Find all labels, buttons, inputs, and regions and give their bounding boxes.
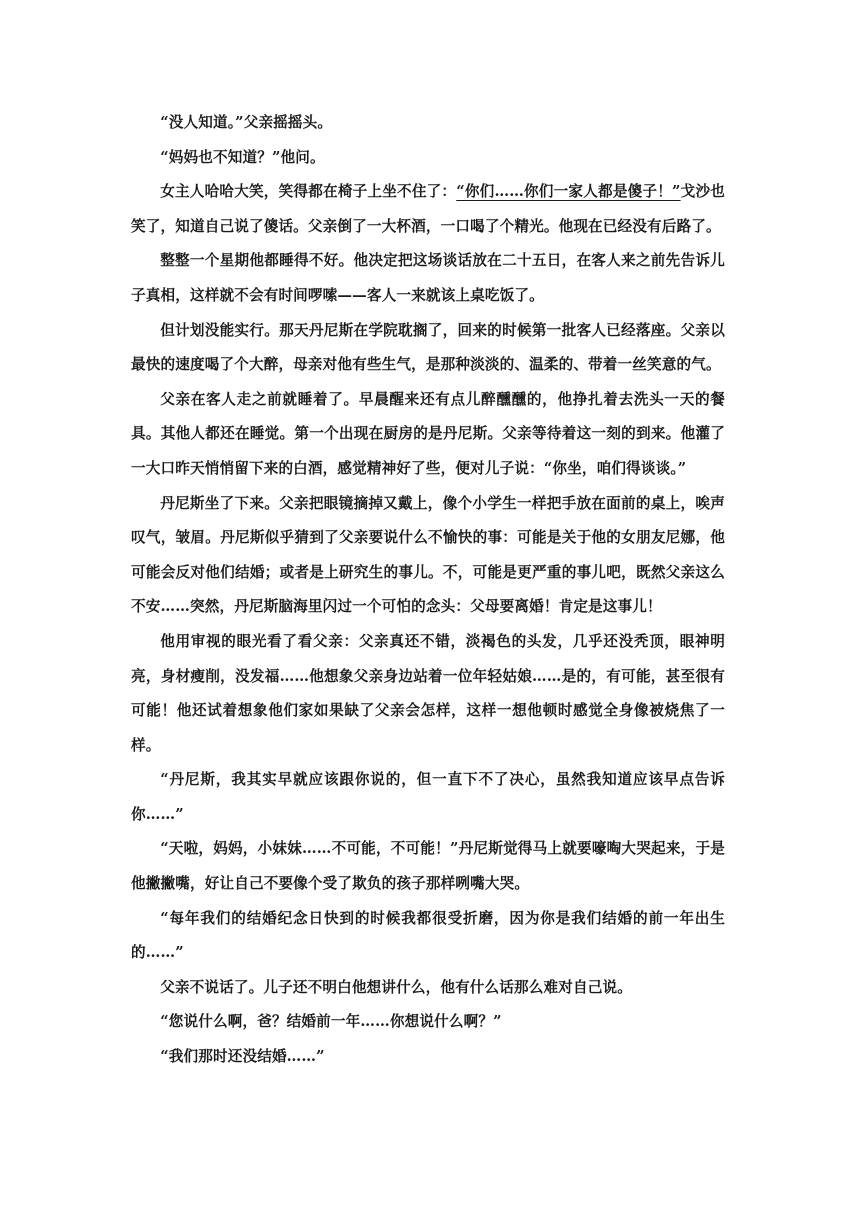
underlined-quote: “你们……你们一家人都是傻子！” [456, 183, 681, 201]
paragraph: 父亲在客人走之前就睡着了。早晨醒来还有点儿醉醺醺的，他挣扎着去洗头一天的餐具。其他人都还在睡觉。第一个出现在厨房的是丹尼斯。父亲等待着这一刻的到来。他灌了一大口昨天悄悄留下来的白酒，感觉精神好了些，便对儿子说：“你坐，咱们得谈谈。” [131, 390, 725, 477]
paragraph-text: 戈沙也笑了，知道自己说了傻话。父亲倒了一大杯酒，一口喝了个精光。他现在已经没有后路了。 [131, 183, 725, 235]
paragraph-text: 女主人哈哈大笑，笑得都在椅子上坐不住了： [160, 183, 457, 201]
paragraph: “天啦，妈妈，小妹妹……不可能，不可能！”丹尼斯觉得马上就要嚎啕大哭起来，于是他撇撇嘴，好让自己不要像个受了欺负的孩子那样咧嘴大哭。 [131, 840, 725, 893]
paragraph: “丹尼斯，我其实早就应该跟你说的，但一直下不了决心，虽然我知道应该早点告诉你……” [131, 771, 725, 823]
paragraph: “妈妈也不知道？”他问。 [160, 148, 325, 166]
paragraph: “没人知道。”父亲摇摇头。 [160, 114, 333, 131]
paragraph: 整整一个星期他都睡得不好。他决定把这场谈话放在二十五日，在客人来之前先告诉儿子真相，这样就不会有时间啰嗦——客人一来就该上桌吃饭了。 [131, 252, 725, 304]
paragraph: 父亲不说话了。儿子还不明白他想讲什么，他有什么话那么难对自己说。 [160, 978, 632, 996]
paragraph: 他用审视的眼光看了看父亲：父亲真还不错，淡褐色的头发，几乎还没秃顶，眼神明亮，身材瘦削，没发福……他想象父亲身边站着一位年轻姑娘……是的，有可能，甚至很有可能！他还试着想象他们家如果缺了父亲会怎样，这样一想他顿时感觉全身像被烧焦了一样。 [131, 632, 725, 754]
document-body [131, 106, 725, 1075]
paragraph: “我们那时还没结婚……” [160, 1048, 325, 1066]
paragraph: 丹尼斯坐了下来。父亲把眼镜摘掉又戴上，像个小学生一样把手放在面前的桌上，唉声叹气，皱眉。丹尼斯似乎猜到了父亲要说什么不愉快的事：可能是关于他的女朋友尼娜，他可能会反对他们结婚；或者是上研究生的事儿。不，可能是更严重的事儿吧，既然父亲这么不安……突然，丹尼斯脑海里闪过一个可怕的念头：父母要离婚！肯定是这事儿！ [131, 494, 725, 616]
paragraph [131, 175, 725, 244]
paragraph: “您说什么啊，爸？结婚前一年……你想说什么啊？” [160, 1013, 502, 1031]
paragraph: 但计划没能实行。那天丹尼斯在学院耽搁了，回来的时候第一批客人已经落座。父亲以最快的速度喝了个大醉，母亲对他有些生气，是那种淡淡的、温柔的、带着一丝笑意的气。 [131, 321, 725, 374]
paragraph: “每年我们的结婚纪念日快到的时候我都很受折磨，因为你是我们结婚的前一年出生的……” [131, 909, 725, 962]
